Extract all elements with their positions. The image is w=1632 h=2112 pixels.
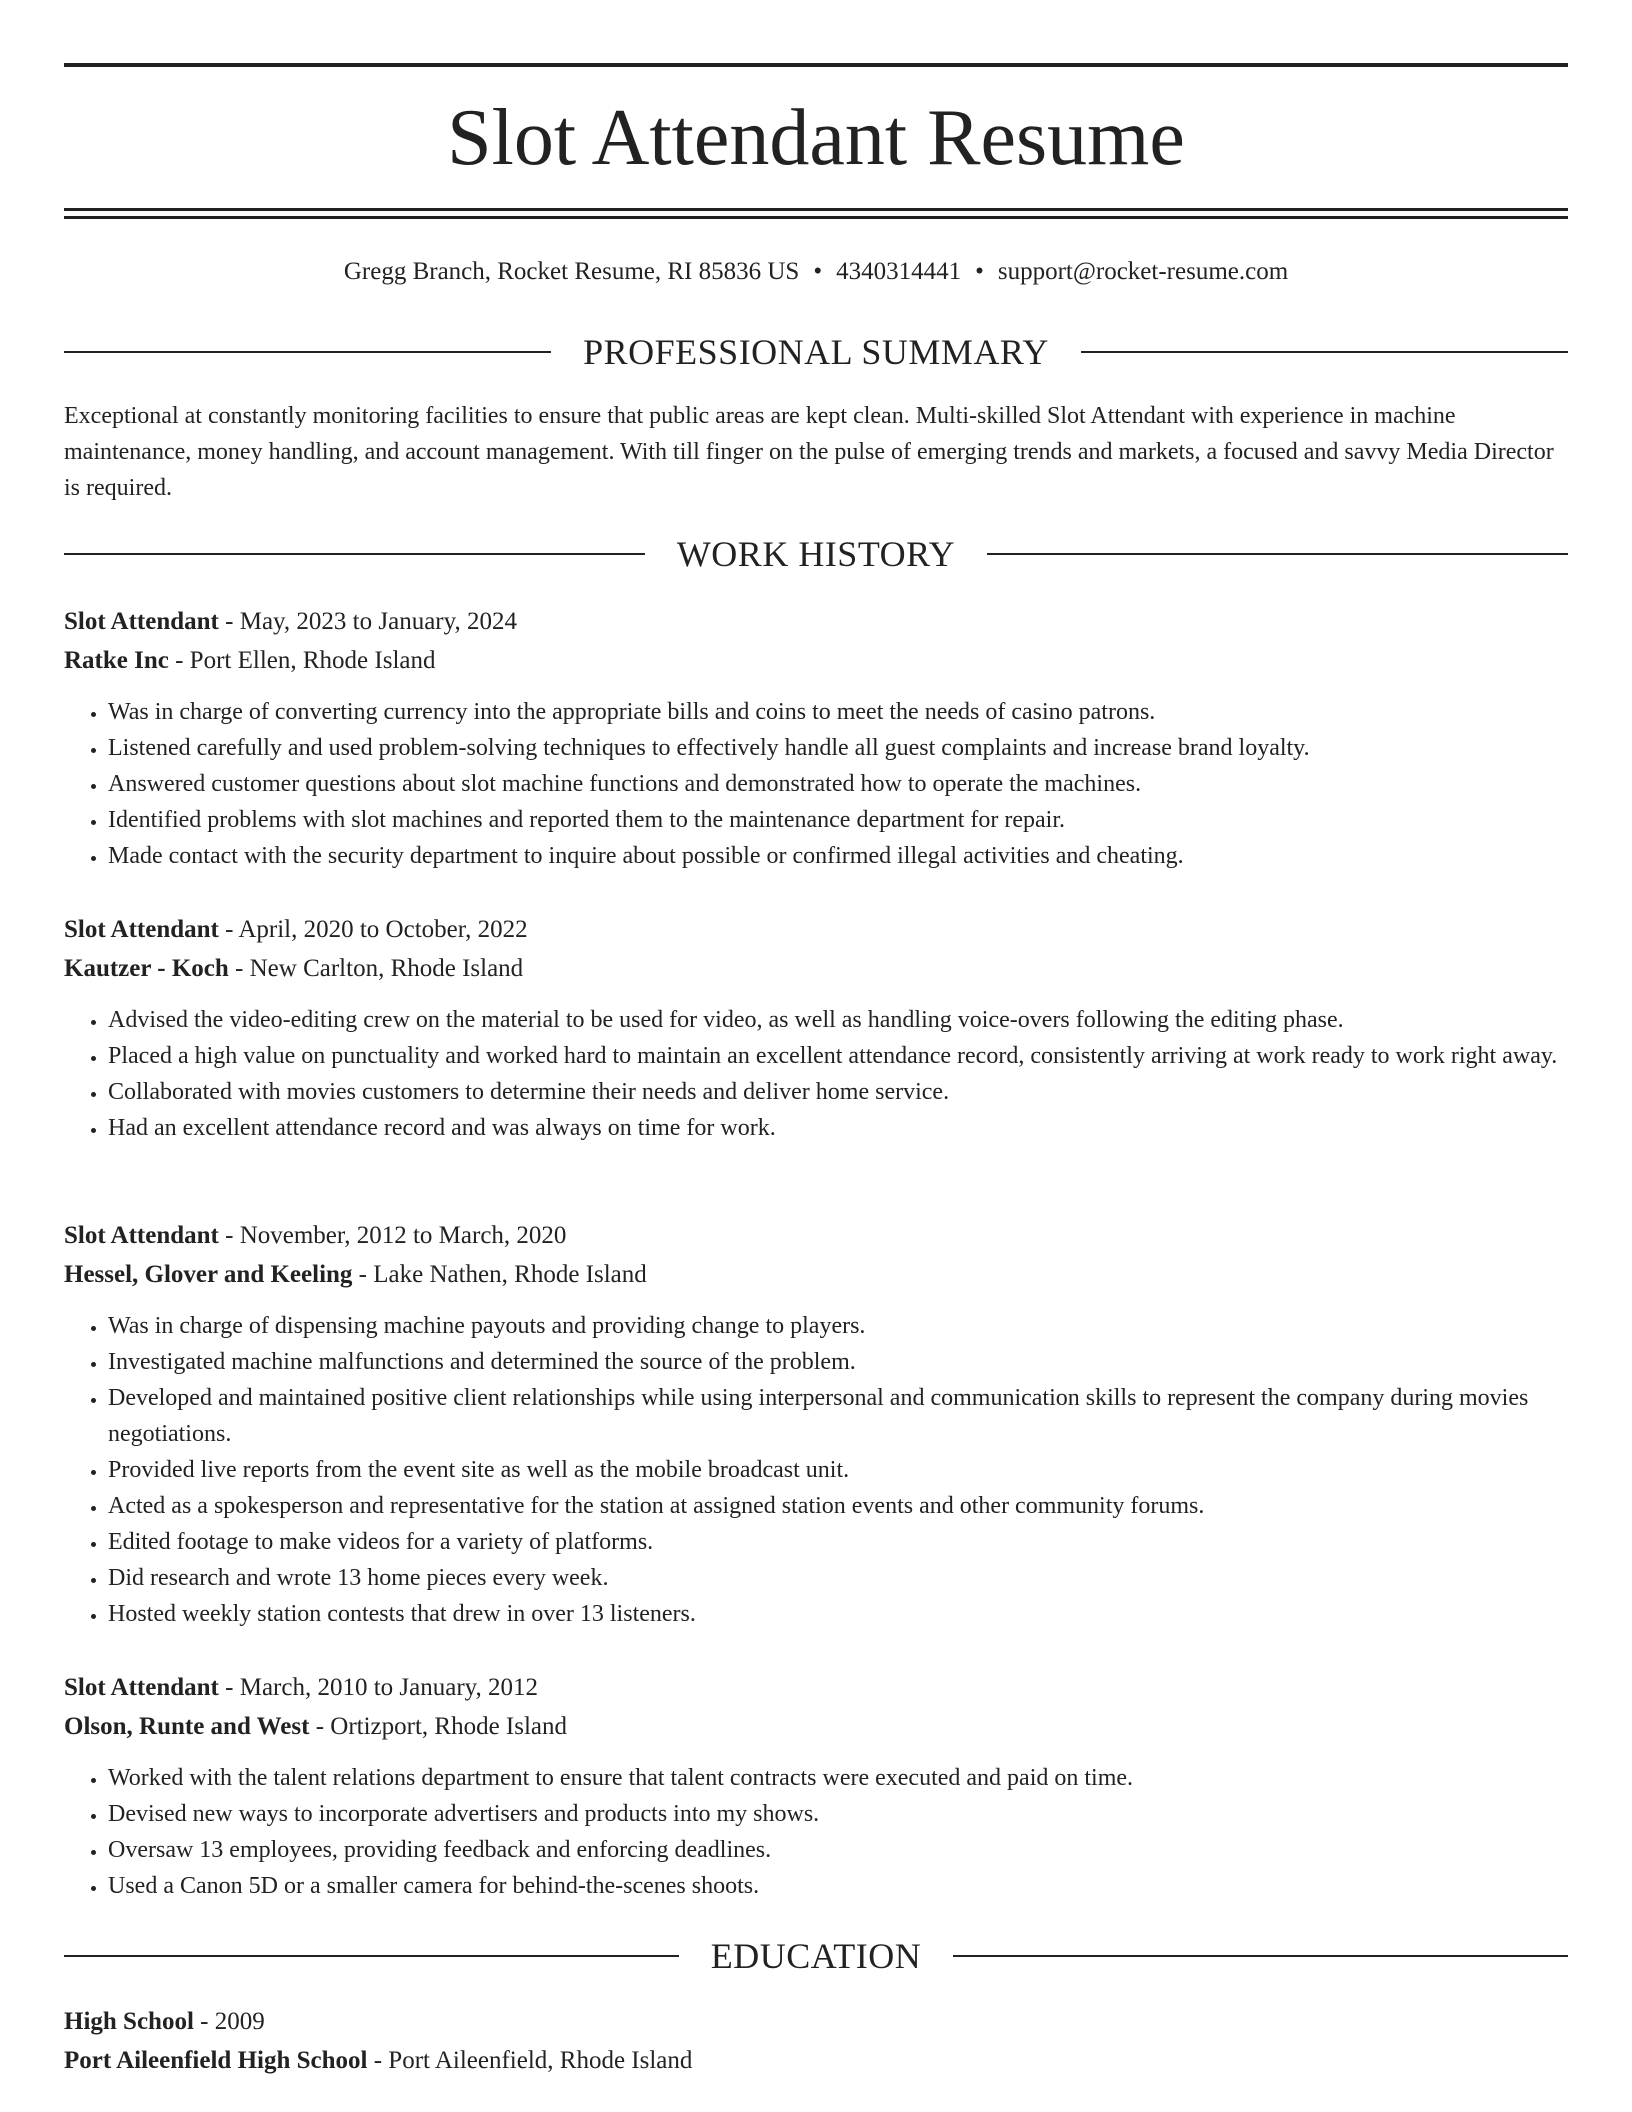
job-company: Olson, Runte and West (64, 1713, 310, 1740)
job-bullet: • Oversaw 13 employees, providing feedback and enforcing deadlines. (108, 1832, 1568, 1868)
job-bullet: • Acted as a spokesperson and representative for the station at assigned station events and other community forums. (108, 1488, 1568, 1524)
section-title: WORK HISTORY (676, 534, 956, 574)
title-top-rule (64, 63, 1568, 67)
job-bullet: • Was in charge of dispensing machine payouts and providing change to players. (108, 1308, 1568, 1344)
contact-separator: • (975, 258, 984, 285)
job-location: - New Carlton, Rhode Island (235, 955, 524, 982)
contact-separator: • (813, 258, 823, 285)
job-bullet: • Advised the video-editing crew on the material to be used for video, as well as handling voice-overs following the editing phase. (108, 1002, 1568, 1038)
job-bullet: • Collaborated with movies customers to determine their needs and deliver home service. (108, 1074, 1568, 1110)
job-dates: - April, 2020 to October, 2022 (225, 916, 528, 943)
contact-address: Gregg Branch, Rocket Resume, RI 85836 US (343, 258, 800, 285)
job-company: Ratke Inc (64, 647, 169, 674)
job-title: Slot Attendant (64, 1674, 219, 1701)
job-bullet: • Developed and maintained positive client relationships while using interpersonal and communication skills to represent the company during movies negotiations. (108, 1380, 1568, 1452)
job-bullet: • Used a Canon 5D or a smaller camera for behind-the-scenes shoots. (108, 1868, 1568, 1904)
education-location: - Port Aileenfield, Rhode Island (373, 2047, 693, 2074)
job-entry (64, 910, 1568, 1146)
job-bullets (64, 694, 1568, 874)
title-bottom-rule-1 (64, 208, 1568, 211)
title-bottom-rule-2 (64, 216, 1568, 219)
education-entry (64, 2002, 1568, 2080)
job-location: - Lake Nathen, Rhode Island (358, 1261, 647, 1288)
job-bullet: • Hosted weekly station contests that drew in over 13 listeners. (108, 1596, 1568, 1632)
job-bullet: • Placed a high value on punctuality and worked hard to maintain an excellent attendance record, consistently arriving at work ready to work right away. (108, 1038, 1568, 1074)
job-bullet: • Worked with the talent relations department to ensure that talent contracts were executed and paid on time. (108, 1760, 1568, 1796)
job-bullet: • Answered customer questions about slot machine functions and demonstrated how to operate the machines. (108, 766, 1568, 802)
section-heading-education (64, 1934, 1568, 1978)
section-rule-left (64, 351, 551, 353)
job-dates: - November, 2012 to March, 2020 (225, 1222, 567, 1249)
job-bullet: • Edited footage to make videos for a variety of platforms. (108, 1524, 1568, 1560)
job-bullet: • Devised new ways to incorporate advertisers and products into my shows. (108, 1796, 1568, 1832)
section-rule-right (1081, 351, 1568, 353)
section-heading-summary (64, 330, 1568, 374)
job-bullet: • Did research and wrote 13 home pieces every week. (108, 1560, 1568, 1596)
job-bullet: • Listened carefully and used problem-solving techniques to effectively handle all guest complaints and increase brand loyalty. (108, 730, 1568, 766)
section-rule-left (64, 1955, 679, 1957)
education-year: - 2009 (200, 2008, 265, 2035)
job-location: - Port Ellen, Rhode Island (175, 647, 436, 674)
section-heading-work (64, 532, 1568, 576)
section-rule-left (64, 553, 645, 555)
job-bullet: • Had an excellent attendance record and was always on time for work. (108, 1110, 1568, 1146)
contact-line (64, 256, 1568, 288)
section-rule-right (953, 1955, 1568, 1957)
section-title: PROFESSIONAL SUMMARY (583, 332, 1049, 372)
job-dates: - May, 2023 to January, 2024 (225, 608, 517, 635)
job-company: Kautzer - Koch (64, 955, 229, 982)
contact-phone: 4340314441 (836, 258, 962, 285)
job-bullet: • Was in charge of converting currency into the appropriate bills and coins to meet the needs of casino patrons. (108, 694, 1568, 730)
job-bullet: • Identified problems with slot machines and reported them to the maintenance department for repair. (108, 802, 1568, 838)
job-location: - Ortizport, Rhode Island (315, 1713, 568, 1740)
job-bullets (64, 1308, 1568, 1632)
education-school: Port Aileenfield High School (64, 2047, 368, 2074)
job-bullet: • Made contact with the security department to inquire about possible or confirmed illegal activities and cheating. (108, 838, 1568, 874)
job-bullet: • Provided live reports from the event site as well as the mobile broadcast unit. (108, 1452, 1568, 1488)
education-degree: High School (64, 2008, 194, 2035)
contact-email[interactable]: support@rocket-resume.com (997, 258, 1289, 285)
job-bullets (64, 1760, 1568, 1904)
job-entry (64, 1216, 1568, 1632)
job-bullet: • Investigated machine malfunctions and determined the source of the problem. (108, 1344, 1568, 1380)
section-rule-right (987, 553, 1568, 555)
summary-text: Exceptional at constantly monitoring facilities to ensure that public areas are kept clean. Multi-skilled Slot Attendant with experience in machine maintenance, money handling, and account management. With till finger on the pulse of emerging trends and markets, a focused and savvy Media Director is required. (64, 403, 1554, 501)
job-title: Slot Attendant (64, 1222, 219, 1249)
job-bullets (64, 1002, 1568, 1146)
job-dates: - March, 2010 to January, 2012 (225, 1674, 539, 1701)
job-title: Slot Attendant (64, 608, 219, 635)
job-entry (64, 602, 1568, 874)
job-company: Hessel, Glover and Keeling (64, 1261, 353, 1288)
resume-title: Slot Attendant Resume (447, 94, 1185, 182)
section-title: EDUCATION (710, 1936, 922, 1976)
job-title: Slot Attendant (64, 916, 219, 943)
job-entry (64, 1668, 1568, 1904)
